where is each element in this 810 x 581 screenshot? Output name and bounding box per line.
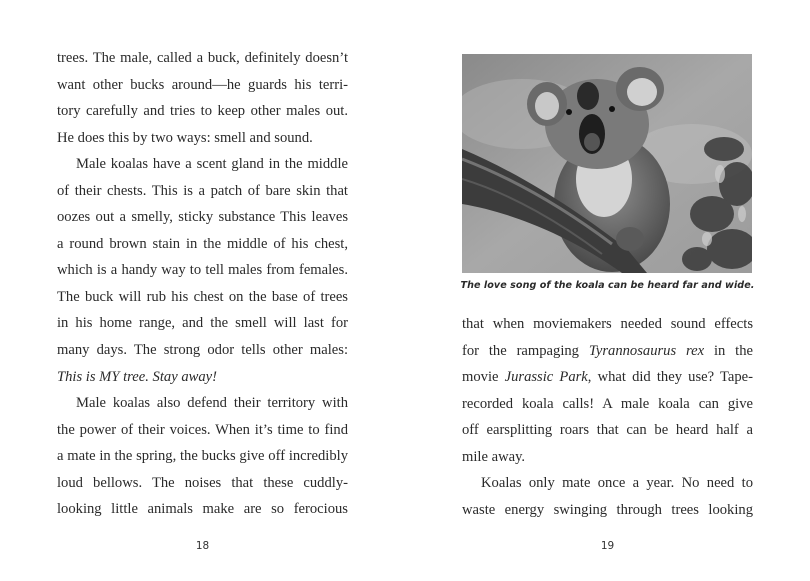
text-line: which is a handy way to tell males from females.: [57, 262, 348, 279]
text-span: that when moviemakers needed sound effects: [462, 316, 753, 332]
text-line: [462, 391, 753, 418]
page-number: 19: [600, 540, 615, 552]
text-span: movie: [462, 369, 505, 386]
italic-movie-title: Jurassic Park: [504, 369, 588, 386]
text-span: , what did they use? Tape-: [587, 369, 753, 386]
text-line: [57, 364, 348, 391]
text-span: Koalas only mate once a year. No need to: [481, 475, 753, 492]
text-span: waste energy swinging through trees looking: [462, 501, 753, 518]
text-line: [462, 444, 753, 471]
text-span: recorded koala calls! A male koala can give: [462, 395, 753, 412]
text-span: in the: [704, 342, 754, 359]
text-line: [462, 470, 753, 497]
text-line: [462, 311, 753, 338]
text-line: of their chests. This is a patch of bare skin that: [57, 182, 348, 199]
italic-species-name: Tyrannosaurus rex: [588, 342, 705, 359]
text-span: for the rampaging: [462, 342, 589, 359]
text-line: tory carefully and tries to keep other males out.: [57, 103, 348, 120]
text-line: oozes out a smelly, sticky substance This leaves: [57, 209, 348, 226]
text-span: off earsplitting roars that can be heard half a: [462, 422, 753, 439]
text-line: Male koalas have a scent gland in the middle: [76, 156, 348, 173]
text-line: want other bucks around—he guards his terri-: [57, 76, 348, 93]
text-line: He does this by two ways: smell and sound.: [57, 129, 313, 146]
text-span: mile away.: [462, 448, 526, 465]
text-line: trees. The male, called a buck, definitely doesn’t: [57, 50, 348, 66]
body-text: [57, 45, 348, 523]
text-line: [462, 364, 753, 391]
italic-quote: This is MY tree. Stay away!: [57, 368, 217, 385]
text-line: the power of their voices. When it’s time to find: [57, 421, 348, 438]
text-line: in his home range, and the smell will last for: [57, 315, 348, 332]
text-line: [462, 497, 753, 524]
text-line: The buck will rub his chest on the base of trees: [57, 288, 348, 305]
photo-caption: The love song of the koala can be heard far and wide.: [460, 280, 755, 291]
text-line: a round brown stain in the middle of his chest,: [57, 235, 348, 252]
text-line: loud bellows. The noises that these cuddly-: [57, 474, 348, 491]
text-line: [462, 338, 753, 365]
text-line: a mate in the spring, the bucks give off incredibly: [57, 448, 348, 465]
text-line: looking little animals make are so ferocious: [57, 501, 348, 518]
text-line: [462, 417, 753, 444]
right-page: [405, 0, 810, 581]
koala-photo: [462, 54, 752, 273]
body-text: [462, 311, 753, 523]
text-line: many days. The strong odor tells other males:: [57, 342, 348, 359]
text-line: Male koalas also defend their territory with: [76, 395, 348, 412]
page-number: 18: [195, 540, 210, 552]
